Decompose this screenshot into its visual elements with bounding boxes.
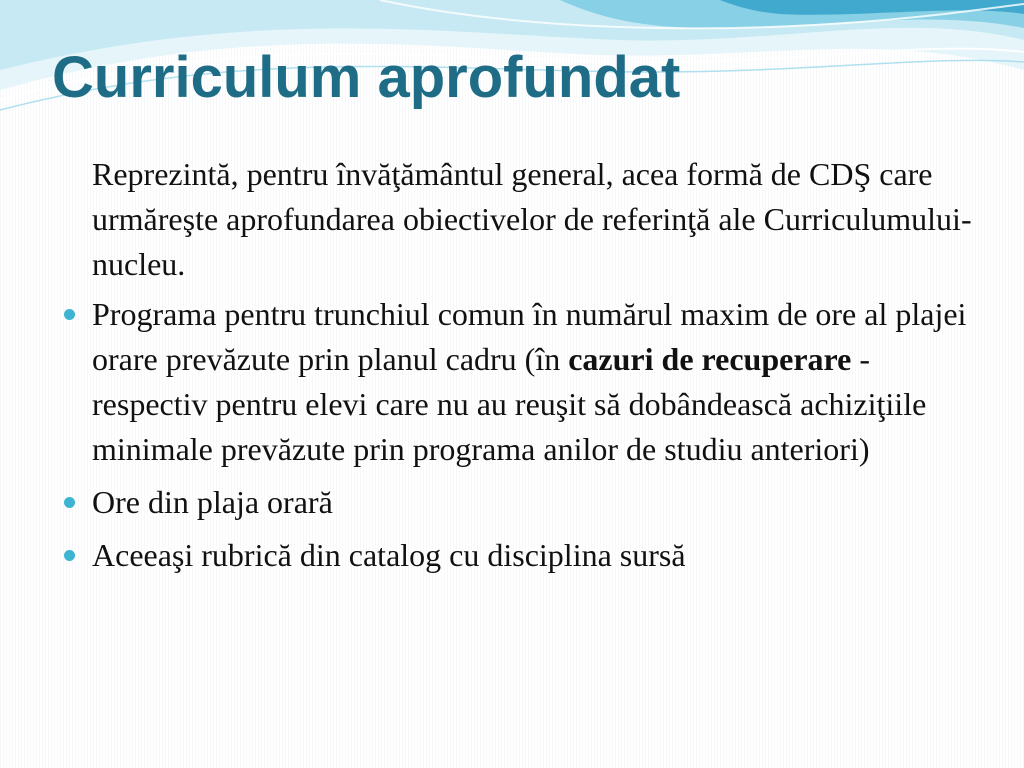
bullet-text: Aceeaşi rubrică din catalog cu disciplina sursă <box>92 537 686 573</box>
slide-body <box>92 152 972 586</box>
list-item <box>92 533 972 578</box>
bullet-dot-icon <box>64 309 75 320</box>
bullet-text-after: - respectiv pentru elevi care nu au reuşit să dobândească achiziţiile minimale prevăzute prin programa anilor de studiu anteriori) <box>92 341 927 467</box>
slide-title: Curriculum aprofundat <box>52 45 681 110</box>
bullet-text: Ore din plaja orară <box>92 484 333 520</box>
bullet-dot-icon <box>64 497 75 508</box>
intro-paragraph: Reprezintă, pentru învăţământul general, acea formă de CDŞ care urmăreşte aprofundarea obiectivelor de referinţă ale Curriculumului-nucleu. <box>92 156 972 282</box>
list-item <box>92 292 972 472</box>
bullet-dot-icon <box>64 550 75 561</box>
bullet-text-before: Programa pentru trunchiul comun în numărul maxim de ore al plajei orare prevăzute prin planul cadru (în <box>92 296 967 377</box>
bullet-bold-text: cazuri de recuperare <box>568 341 852 377</box>
list-item <box>92 480 972 525</box>
